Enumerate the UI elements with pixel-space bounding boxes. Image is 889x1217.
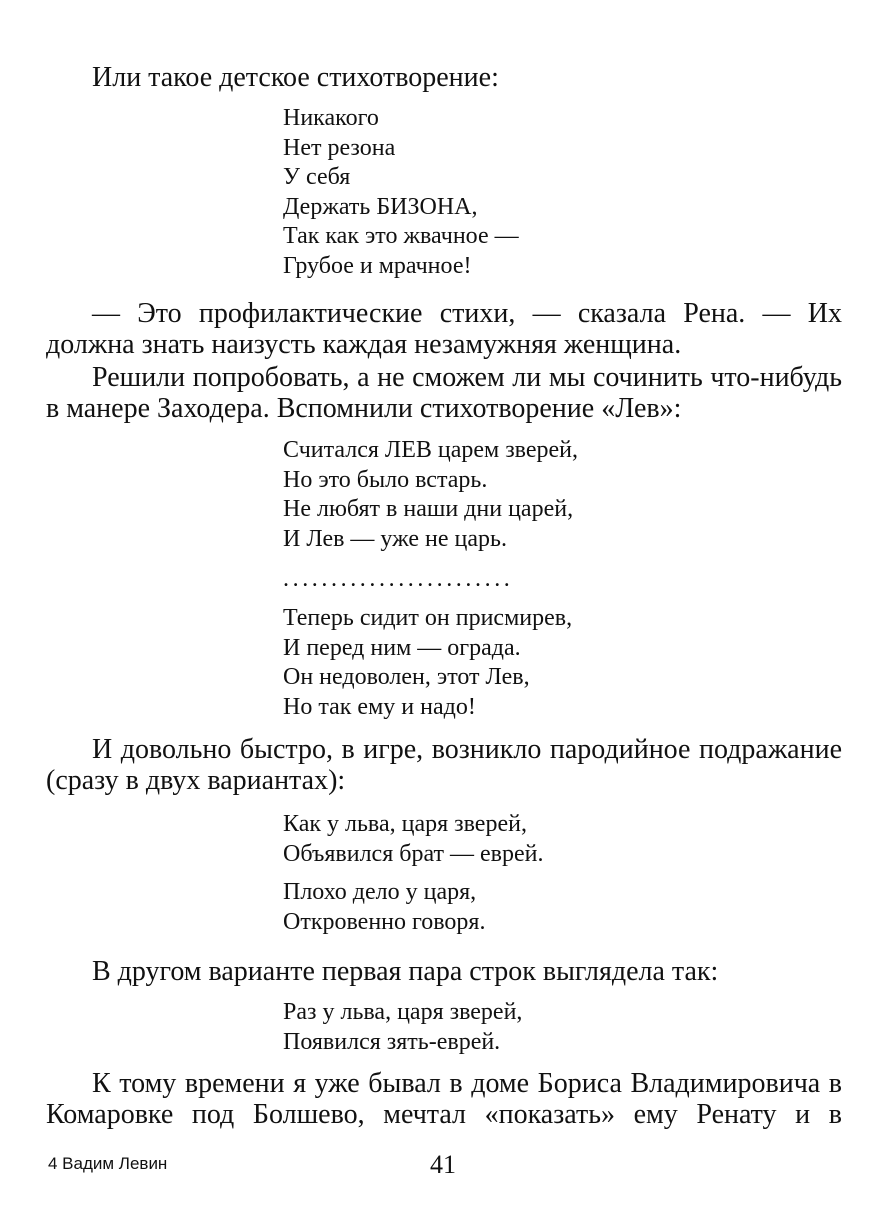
verse-line: Объявился брат — еврей. xyxy=(283,840,544,867)
poem-lion-stanza-1 xyxy=(283,436,578,554)
verse-line: Но это было встарь. xyxy=(283,466,488,493)
omission-dots: ........................ xyxy=(283,566,514,592)
verse-line: Как у льва, царя зверей, xyxy=(283,811,527,837)
verse-line: Держать БИЗОНА, xyxy=(283,193,478,220)
poem-parody-1 xyxy=(283,810,543,869)
verse-line: Грубое и мрачное! xyxy=(283,252,472,279)
paragraph-parody-intro: И довольно быстро, в игре, возникло пародийное подражание (сразу в двух вариантах): xyxy=(46,734,842,796)
verse-line: Теперь сидит он присмирев, xyxy=(283,605,573,631)
verse-line: Никакого xyxy=(283,105,379,131)
verse-line: Плохо дело у царя, xyxy=(283,879,477,905)
paragraph-lion-intro: Решили попробовать, а не сможем ли мы сочинить что-нибудь в манере Заходера. Вспомнили стихотворение «Лев»: xyxy=(46,362,842,424)
verse-line: Но так ему и надо! xyxy=(283,693,476,720)
poem-parody-2 xyxy=(283,878,485,937)
paragraph-rena: — Это профилактические стихи, — сказала Рена. — Их должна знать наизусть каждая незамужняя женщина. xyxy=(46,298,842,360)
verse-line: Откровенно говоря. xyxy=(283,908,486,935)
verse-line: Он недоволен, этот Лев, xyxy=(283,664,530,690)
poem-variant xyxy=(283,998,522,1057)
poem-lion-stanza-2 xyxy=(283,604,572,722)
verse-line: Появился зять-еврей. xyxy=(283,1028,501,1055)
page-number: 41 xyxy=(430,1150,456,1179)
signature-mark: 4 Вадим Левин xyxy=(48,1154,168,1173)
verse-line: Считался ЛЕВ царем зверей, xyxy=(283,437,579,463)
paragraph-variant: В другом варианте первая пара строк выглядела так: xyxy=(92,956,719,987)
verse-line: Нет резона xyxy=(283,134,396,161)
verse-line: У себя xyxy=(283,164,351,190)
intro-paragraph: Или такое детское стихотворение: xyxy=(92,62,499,93)
verse-line: Так как это жвачное — xyxy=(283,223,519,249)
verse-line: И Лев — уже не царь. xyxy=(283,525,507,552)
verse-line: Раз у льва, царя зверей, xyxy=(283,999,523,1025)
verse-line: Не любят в наши дни царей, xyxy=(283,496,574,522)
verse-line: И перед ним — ограда. xyxy=(283,634,521,661)
poem-bison xyxy=(283,104,519,281)
paragraph-komarovka: К тому времени я уже бывал в доме Бориса Владимировича в Комаровке под Болшево, мечтал «показать» ему Ренату и в xyxy=(46,1068,842,1130)
